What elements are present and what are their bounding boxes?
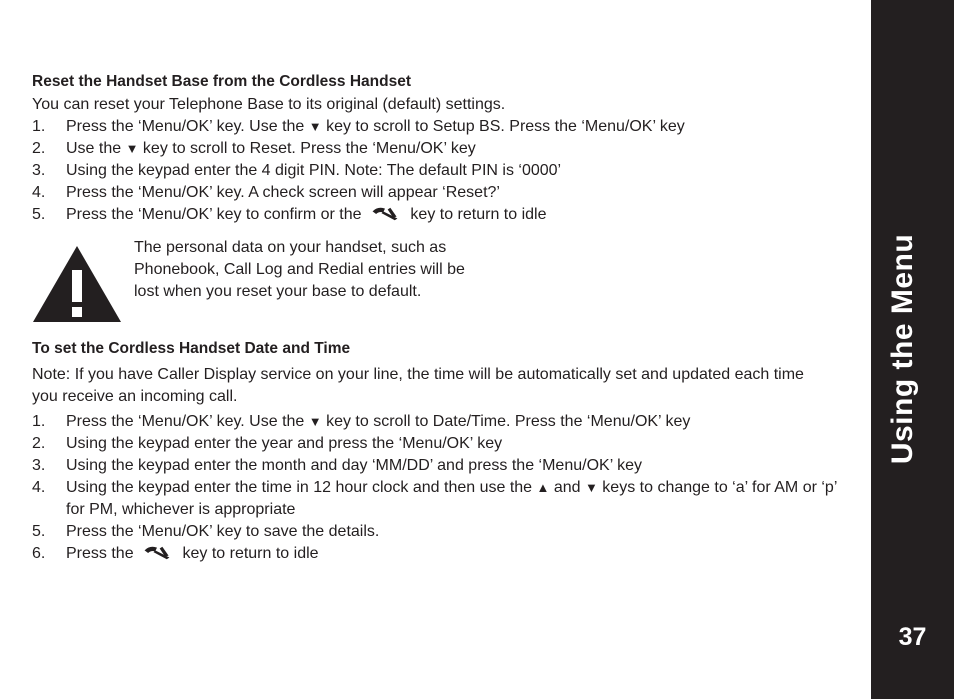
date-time-steps-list (32, 411, 847, 565)
reset-intro: You can reset your Telephone Base to its original (default) settings. (32, 96, 506, 113)
list-item: 5. Press the ‘Menu/OK’ key to save the details. (32, 523, 380, 540)
warning-text: The personal data on your handset, such as Phonebook, Call Log and Redial entries will be lost when you reset your base to default. (134, 239, 465, 300)
reset-heading: Reset the Handset Base from the Cordless Handset (32, 73, 411, 90)
caller-display-note: Note: If you have Caller Display service on your line, the time will be automatically set and updated each time you receive an incoming call. (32, 366, 804, 405)
page-number: 37 (898, 623, 927, 651)
list-item: 6. Press the key to return to idle (32, 545, 319, 562)
reset-steps-list (32, 116, 847, 226)
down-arrow-icon: ▼ (308, 414, 322, 429)
list-item: 3. Using the keypad enter the month and day ‘MM/DD’ and press the ‘Menu/OK’ key (32, 457, 642, 474)
end-call-handset-icon (140, 545, 174, 561)
list-item: 4. Using the keypad enter the time in 12 hour clock and then use the ▲ and ▼ keys to change to ‘a’ for AM or ‘p’ for PM, whichever is appropriate (32, 479, 837, 518)
list-item: 4. Press the ‘Menu/OK’ key. A check screen will appear ‘Reset?’ (32, 184, 500, 201)
list-item: 5. Press the ‘Menu/OK’ key to confirm or the key to return to idle (32, 206, 547, 223)
warning-icon (32, 244, 122, 324)
down-arrow-icon: ▼ (584, 480, 598, 495)
down-arrow-icon: ▼ (125, 141, 139, 156)
up-arrow-icon: ▲ (536, 480, 550, 495)
list-item: 2. Use the ▼ key to scroll to Reset. Press the ‘Menu/OK’ key (32, 140, 476, 157)
list-item: 1. Press the ‘Menu/OK’ key. Use the ▼ key to scroll to Date/Time. Press the ‘Menu/OK’ key (32, 413, 691, 430)
down-arrow-icon: ▼ (308, 119, 322, 134)
section-title: Using the Menu (886, 233, 919, 465)
date-time-heading: To set the Cordless Handset Date and Time (32, 340, 351, 357)
end-call-handset-icon (368, 206, 402, 222)
list-item: 3. Using the keypad enter the 4 digit PIN. Note: The default PIN is ‘0000’ (32, 162, 562, 179)
list-item: 1. Press the ‘Menu/OK’ key. Use the ▼ key to scroll to Setup BS. Press the ‘Menu/OK’ key (32, 118, 685, 135)
list-item: 2. Using the keypad enter the year and press the ‘Menu/OK’ key (32, 435, 503, 452)
